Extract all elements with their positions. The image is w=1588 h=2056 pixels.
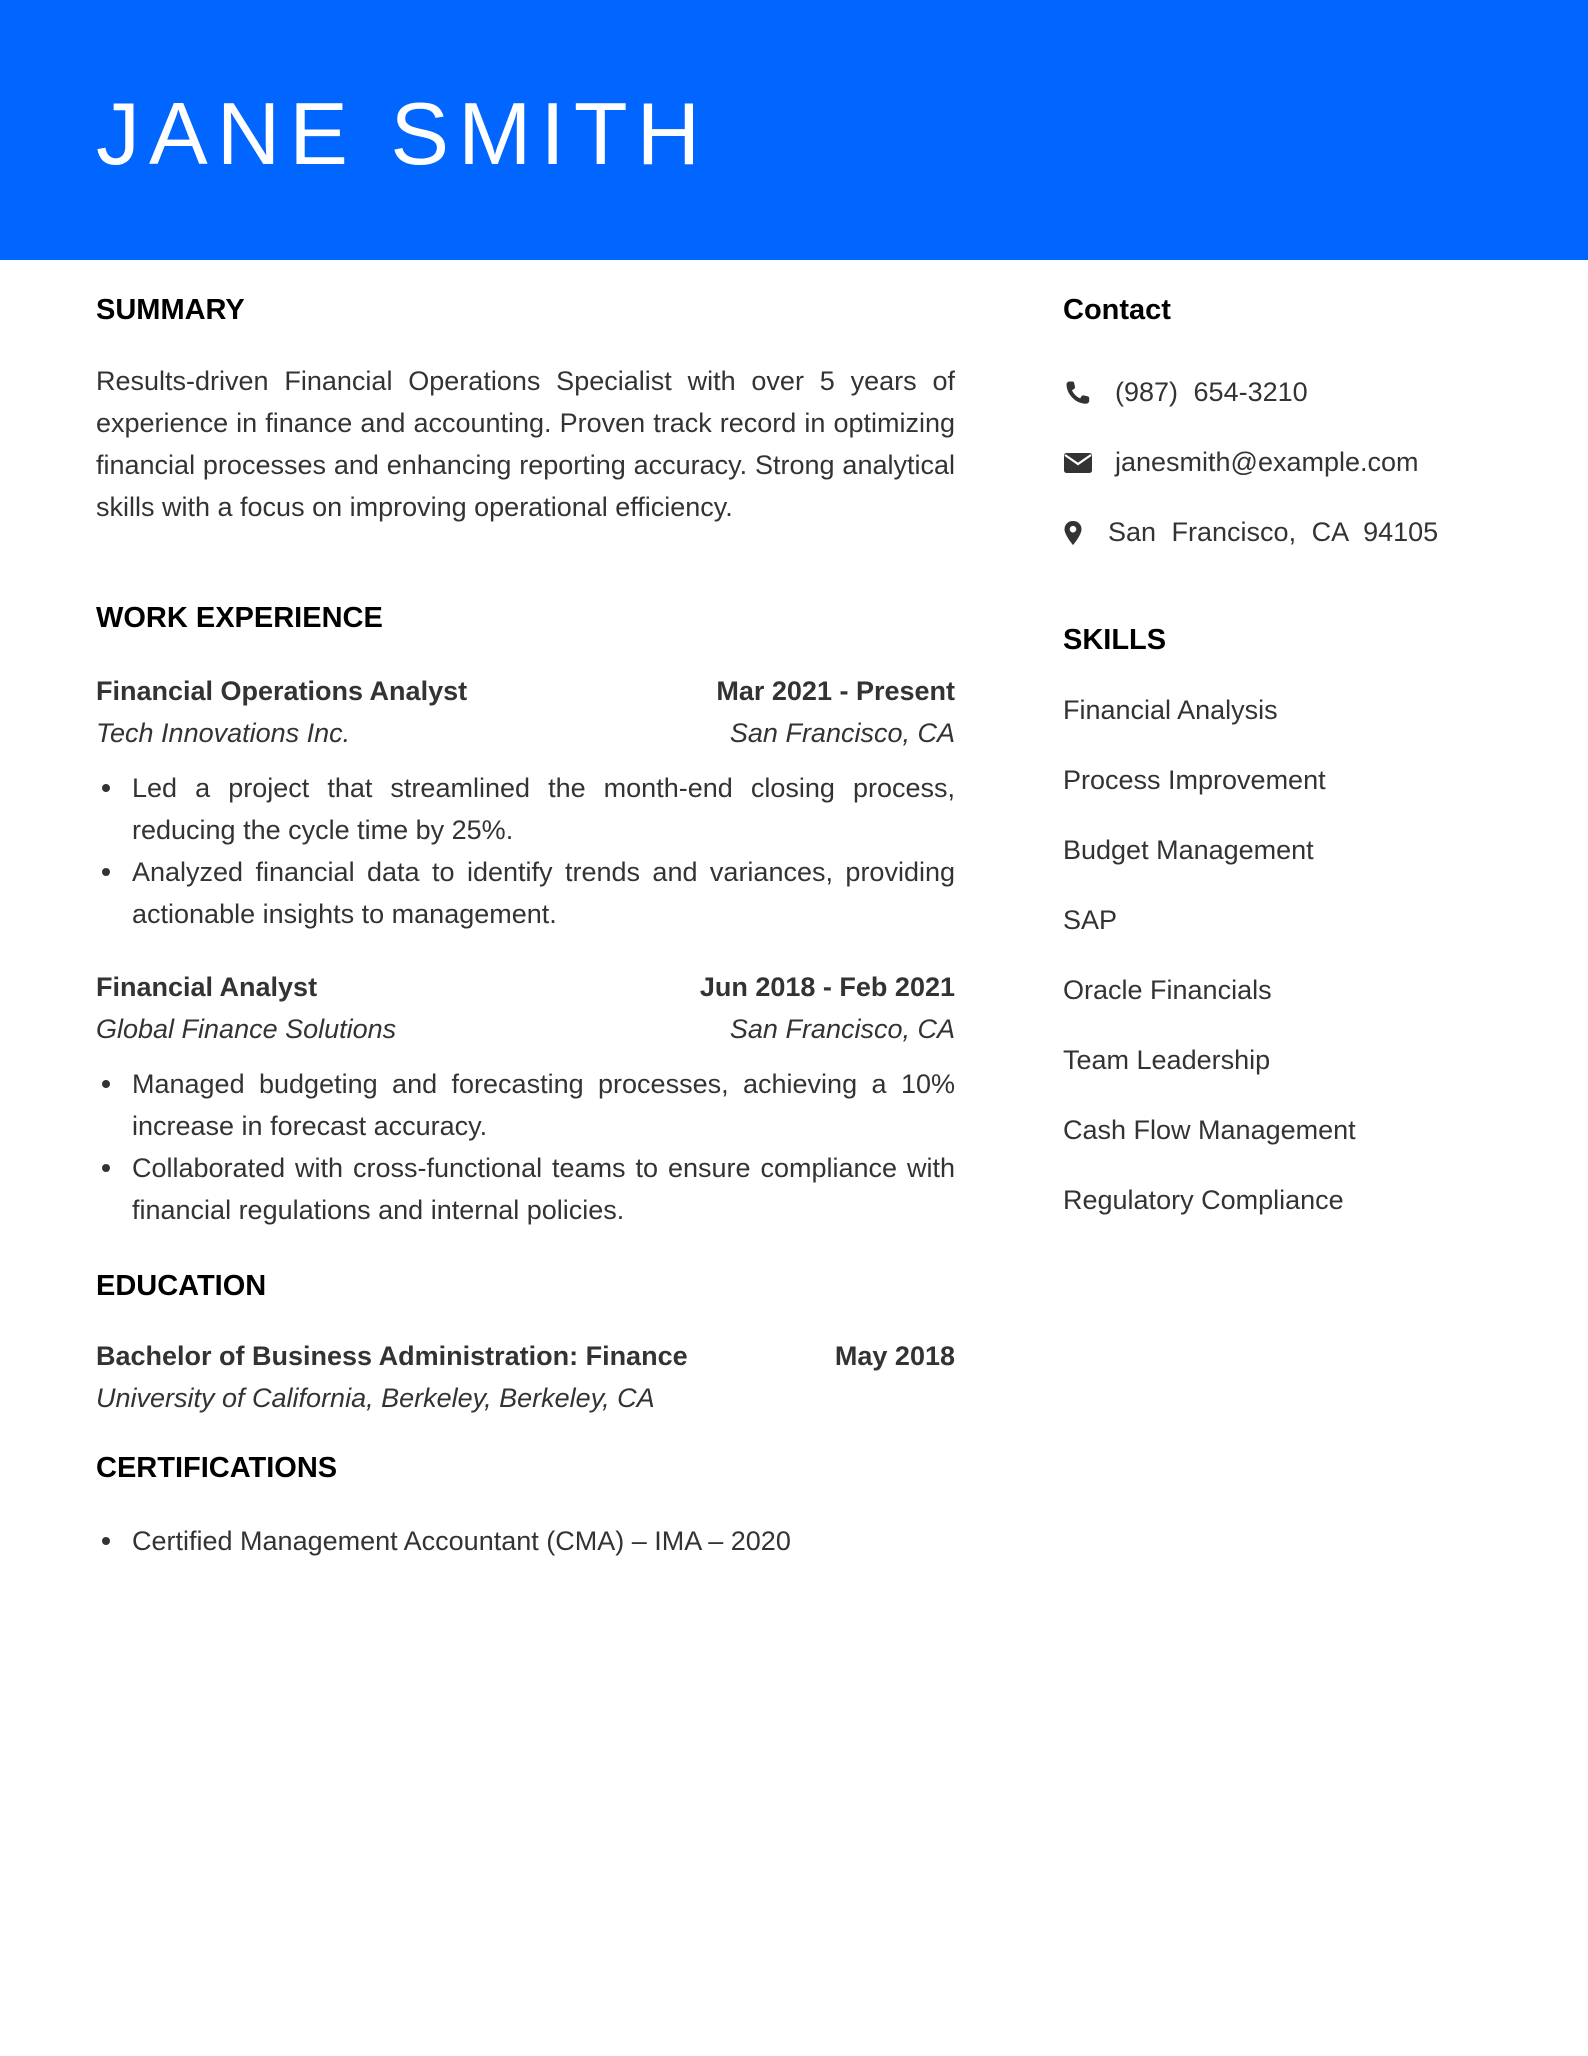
skill-item: Process Improvement [1063, 765, 1326, 795]
job-1-header [96, 670, 955, 712]
map-pin-icon [1063, 520, 1093, 546]
job-2-subheader [96, 1008, 955, 1050]
list-item [96, 851, 955, 935]
bullet-dot [102, 1164, 110, 1172]
skill-item: Team Leadership [1063, 1045, 1271, 1075]
skill-item: Oracle Financials [1063, 975, 1272, 1005]
skill-item: Regulatory Compliance [1063, 1185, 1344, 1215]
skill-item: Budget Management [1063, 835, 1314, 865]
email-text: janesmith@example.com [1115, 447, 1419, 477]
bullet-text: Collaborated with cross-functional teams to ensure compliance with financial regulations and internal policies. [132, 1153, 955, 1225]
job-2-role: Financial Analyst [96, 972, 318, 1002]
summary-text: Results-driven Financial Operations Specialist with over 5 years of experience in finance and accounting. Proven track record in optimizing financial processes and enhancing reporting accuracy. Strong analytical skills with a focus on improving operational efficiency. [96, 366, 955, 522]
work-experience-heading: WORK EXPERIENCE [96, 602, 383, 634]
bullet-dot [102, 784, 110, 792]
list-item [96, 767, 955, 851]
location-text: San Francisco, CA 94105 [1108, 517, 1439, 547]
header-banner [0, 0, 1588, 260]
job-1-dates: Mar 2021 - Present [716, 676, 955, 706]
job-1-role: Financial Operations Analyst [96, 676, 468, 706]
bullet-dot [102, 1537, 110, 1545]
education-degree: Bachelor of Business Administration: Finance [96, 1341, 688, 1371]
bullet-dot [102, 868, 110, 876]
job-2-bullets [96, 1063, 955, 1231]
skill-item: SAP [1063, 905, 1118, 935]
certification-text: Certified Management Accountant (CMA) – IMA – 2020 [132, 1526, 791, 1556]
education-school: University of California, Berkeley, Berkeley, CA [96, 1383, 655, 1413]
bullet-dot [102, 1080, 110, 1088]
skill-item: Cash Flow Management [1063, 1115, 1356, 1145]
skill-item: Financial Analysis [1063, 695, 1278, 725]
list-item [96, 1063, 955, 1147]
job-1-subheader [96, 712, 955, 754]
job-2-location: San Francisco, CA [729, 1014, 955, 1044]
education-header [96, 1335, 955, 1377]
education-date: May 2018 [834, 1341, 955, 1371]
bullet-text: Led a project that streamlined the month-end closing process, reducing the cycle time by 25%. [132, 773, 955, 845]
candidate-name: JANE SMITH [96, 84, 710, 183]
list-item [96, 1147, 955, 1231]
education-heading: EDUCATION [96, 1270, 267, 1302]
certifications-list [96, 1520, 955, 1562]
job-2-header [96, 966, 955, 1008]
bullet-text: Managed budgeting and forecasting processes, achieving a 10% increase in forecast accuracy. [132, 1069, 955, 1141]
job-1-bullets [96, 767, 955, 935]
envelope-icon [1063, 450, 1093, 476]
education-subheader [96, 1377, 955, 1419]
job-1-company: Tech Innovations Inc. [96, 718, 351, 748]
job-1-location: San Francisco, CA [729, 718, 955, 748]
job-2-company: Global Finance Solutions [96, 1014, 397, 1044]
certifications-heading: CERTIFICATIONS [96, 1452, 338, 1484]
job-2-dates: Jun 2018 - Feb 2021 [699, 972, 955, 1002]
contact-heading: Contact [1063, 294, 1171, 326]
list-item [96, 1520, 955, 1562]
summary-heading: SUMMARY [96, 294, 245, 326]
skills-heading: SKILLS [1063, 624, 1167, 656]
phone-icon [1063, 380, 1093, 406]
bullet-text: Analyzed financial data to identify trends and variances, providing actionable insights to management. [132, 857, 955, 929]
phone-text: (987) 654-3210 [1115, 377, 1308, 407]
